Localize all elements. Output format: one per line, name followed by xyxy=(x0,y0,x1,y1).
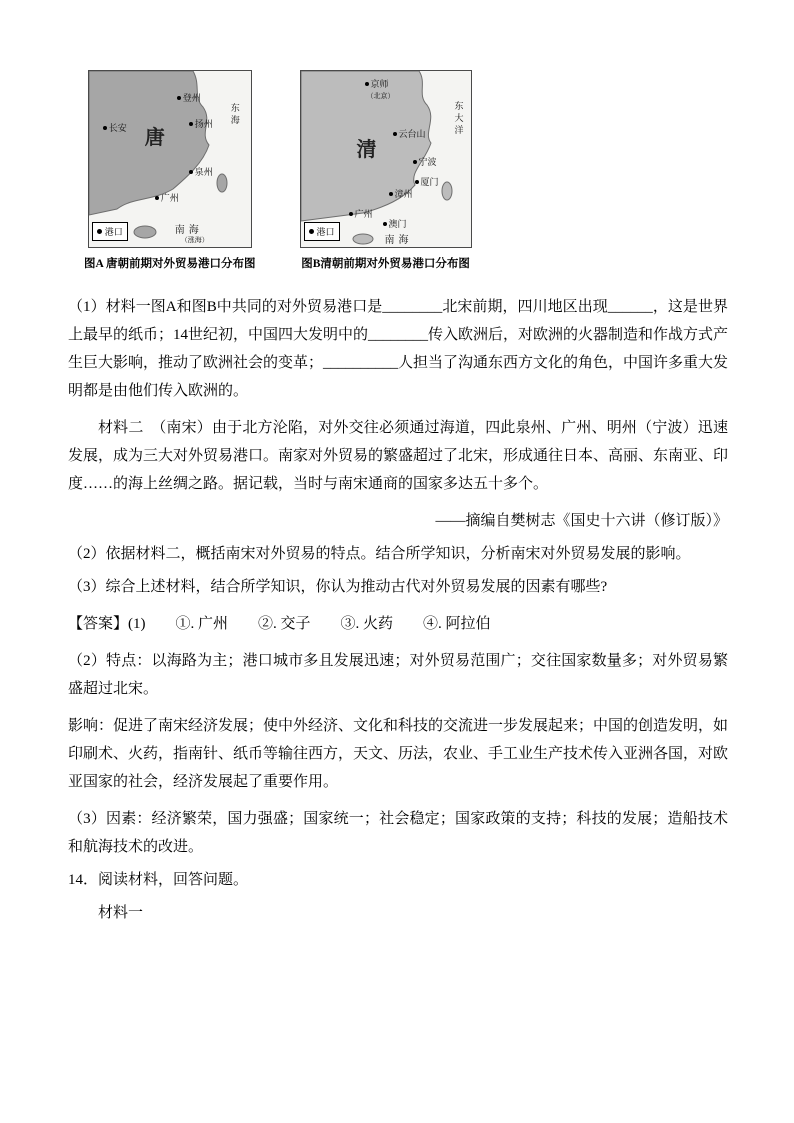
port-legend-dot-icon xyxy=(97,229,102,234)
port-label-dengzhou: 登州 xyxy=(177,93,201,103)
question-3: （3）综合上述材料，结合所学知识，你认为推动古代对外贸易发展的因素有哪些? xyxy=(68,579,608,595)
port-label-yangzhou: 扬州 xyxy=(189,119,213,129)
port-dot-icon xyxy=(383,222,387,226)
taiwan-island xyxy=(217,174,227,192)
maps-row xyxy=(84,70,728,271)
map-a-image xyxy=(88,70,252,248)
capital-dot-icon xyxy=(365,82,369,86)
map-b-caption: 图B清朝前期对外贸易港口分布图 xyxy=(301,258,470,270)
port-dot-icon xyxy=(155,196,159,200)
port-dot-icon xyxy=(413,160,417,164)
map-b-image xyxy=(300,70,472,248)
port-label-aomen: 澳门 xyxy=(383,219,407,229)
map-a-caption: 图A 唐朝前期对外贸易港口分布图 xyxy=(84,258,256,270)
question-2: （2）依据材料二，概括南宋对外贸易的特点。结合所学知识，分析南宋对外贸易发展的影响。 xyxy=(68,546,691,562)
answer-factors-paragraph: （3）因素：经济繁荣，国力强盛；国家统一；社会稳定；国家政策的支持；科技的发展；造船技术和航海技术的改进。 xyxy=(68,811,728,855)
city-dot-icon xyxy=(103,126,107,130)
port-label-quanzhou: 泉州 xyxy=(189,167,213,177)
hainan-island xyxy=(353,234,373,244)
port-dot-icon xyxy=(393,132,397,136)
taiwan-island xyxy=(442,182,452,200)
port-dot-icon xyxy=(177,96,181,100)
port-label-zhangzhou: 漳州 xyxy=(389,189,413,199)
hainan-island xyxy=(134,226,156,238)
port-legend-dot-icon xyxy=(309,229,314,234)
port-label-ningbo: 宁波 xyxy=(413,157,437,167)
port-label-guangzhou: 广州 xyxy=(349,209,373,219)
question-14: 14．阅读材料，回答问题。 xyxy=(68,872,249,888)
material-2-paragraph: 材料二 （南宋）由于北方沦陷，对外交往必须通过海道，四此泉州、广州、明州（宁波）迅速发展，成为三大对外贸易港口。南家对外贸易的繁盛超过了北宋，形成通往日本、高丽、东南亚、印度……的海上丝绸之路。据记载，当时与南宋通商的国家多达五十多个。 xyxy=(68,420,729,492)
city-label-changan: 长安 xyxy=(103,123,127,133)
port-dot-icon xyxy=(189,170,193,174)
answer-impact-paragraph: 影响：促进了南宋经济发展；使中外经济、文化和科技的交流进一步发展起来；中国的创造发明，如印刷术、火药，指南针、纸币等输往西方，天文、历法，农业、手工业生产技术传入亚洲各国，对欧亚国家的社会，经济发展起了重要作用。 xyxy=(68,718,729,790)
sea-label-nanhai: 南海 xyxy=(174,225,203,236)
sea-label-nanhai: 南海 xyxy=(384,235,413,246)
capital-sublabel-beijing: （北京） xyxy=(366,92,395,100)
source-citation: ——摘编自樊树志《国史十六讲（修订版）》 xyxy=(435,513,728,529)
answer-blanks-line: 【答案】(1) ①. 广州 ②. 交子 ③. 火药 ④. 阿拉伯 xyxy=(68,616,491,632)
map-a-legend: 港口 xyxy=(92,222,128,241)
map-b-legend: 港口 xyxy=(304,222,340,241)
capital-label-jingshi: 京师 xyxy=(365,79,389,89)
port-label-xiamen: 厦门 xyxy=(415,177,439,187)
text-content xyxy=(68,293,728,927)
figure-map-a xyxy=(84,70,256,271)
material-1-label: 材料一 xyxy=(98,905,144,921)
sea-sublabel-zhanghai: （涨海） xyxy=(180,236,209,244)
sea-label-donghai: 东海 xyxy=(229,103,240,127)
dynasty-label-tang: 唐 xyxy=(144,127,166,149)
port-label-yuntaishan: 云台山 xyxy=(393,129,426,139)
port-dot-icon xyxy=(389,192,393,196)
port-label-guangzhou: 广州 xyxy=(155,193,179,203)
port-dot-icon xyxy=(415,180,419,184)
dynasty-label-qing: 清 xyxy=(356,139,378,161)
sea-label-dongdayang: 东大洋 xyxy=(453,101,464,137)
figure-map-b xyxy=(300,70,472,271)
answer-features-paragraph: （2）特点：以海路为主；港口城市多且发展迅速；对外贸易范围广；交往国家数量多；对外贸易繁盛超过北宋。 xyxy=(68,653,728,697)
port-dot-icon xyxy=(189,122,193,126)
port-dot-icon xyxy=(349,212,353,216)
question-1-paragraph: （1）材料一图A和图B中共同的对外贸易港口是________北宋前期，四川地区出现______，这是世界上最早的纸币；14世纪初，中国四大发明中的________传入欧洲后，对欧洲的火器制造和作战方式产生巨大影响，推动了欧洲社会的变革；__________人担当了沟通东西方文化的角色，中国许多重大发明都是由他们传入欧洲的。 xyxy=(68,299,729,399)
